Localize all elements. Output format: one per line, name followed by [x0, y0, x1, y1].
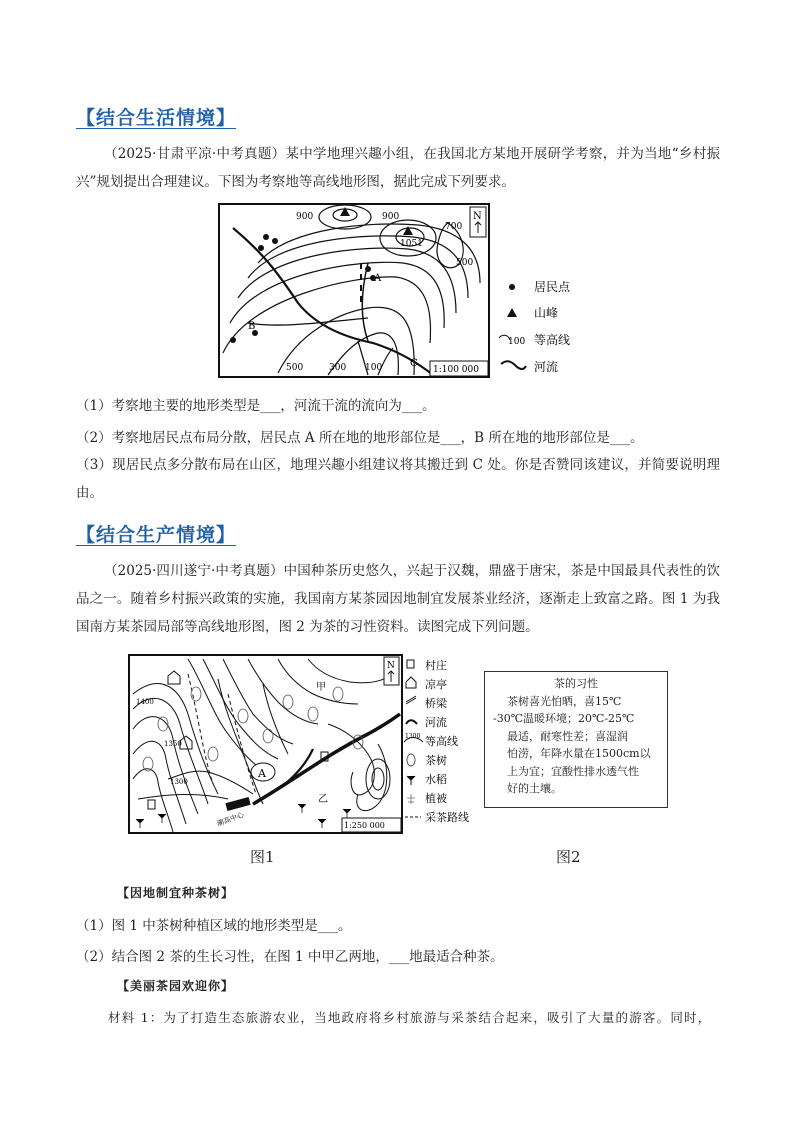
question-intro-2: （2025·四川遂宁·中考真题）中国种茶历史悠久，兴起于汉魏，鼎盛于唐宋，茶是中国最具代表性的饮品之一。随着乡村振兴政策的实施，我国南方某茶园因地制宜发展茶业经济，逐渐走上致富之路。图 1 为我国南方某茶园局部等高线地形图，图 2 为茶的习性资料。读图完成下列问题。 [76, 563, 720, 635]
question-intro-1: （2025·甘肃平凉·中考真题）某中学地理兴趣小组，在我国北方某地开展研学考察，并为当地“乡村振兴”规划提出合理建议。下图为考察地等高线地形图，据此完成下列要求。 [76, 146, 720, 190]
legend-label: 居民点 [534, 280, 571, 294]
contour-label: 1400 [136, 698, 154, 706]
contour-label: 300 [329, 363, 347, 373]
svg-text:凉亭: 凉亭 [425, 678, 447, 691]
map-legend-2 [403, 656, 483, 826]
legend-label: 等高线 [534, 333, 571, 347]
tea-habit-line: 最适，耐寒性差；喜湿润 [507, 729, 628, 743]
svg-text:茶树: 茶树 [425, 754, 447, 767]
svg-text:村庄: 村庄 [425, 659, 447, 672]
question-1-2: （2）考察地居民点布局分散，居民点 A 所在地的地形部位是___，B 所在地的地形部位是___。 [76, 430, 644, 446]
dot-icon [509, 284, 515, 290]
map-scale: 1:100 000 [433, 365, 479, 375]
svg-text:等高线: 等高线 [425, 735, 458, 748]
contour-map-2 [128, 654, 403, 834]
village-icon [407, 660, 414, 668]
material-1: 材料 1：为了打造生态旅游农业，当地政府将乡村旅游与采茶结合起来，吸引了大量的游客。同时， [108, 1010, 712, 1025]
question-1-3: （3）现居民点多分散布局在山区，地理兴趣小组建议将其搬迁到 C 处。你是否赞同该建议，并简要说明理由。 [76, 457, 720, 501]
question-2-1: （1）图 1 中茶树种植区域的地形类型是___。 [76, 918, 352, 934]
svg-text:桥梁: 桥梁 [425, 697, 447, 710]
point-c-label: C [410, 358, 418, 369]
contour-label: 500 [456, 258, 474, 268]
legend-value: 100 [508, 337, 526, 347]
legend-label: 河流 [534, 360, 559, 374]
svg-text:N: N [473, 211, 482, 222]
contour-label: 500 [286, 363, 304, 373]
svg-text:1300: 1300 [405, 733, 421, 740]
river-icon [501, 361, 526, 369]
tea-habit-line: 好的土壤。 [507, 782, 562, 795]
question-1-1: （1）考察地主要的地形类型是___，河流干流的流向为___。 [76, 398, 436, 414]
svg-text:采茶路线: 采茶路线 [425, 811, 469, 824]
river-icon [406, 720, 417, 724]
svg-text:河流: 河流 [425, 716, 447, 729]
point-a-label: A [258, 767, 266, 780]
section-heading-production: 【结合生产情境】 [76, 524, 237, 546]
svg-text:植被: 植被 [425, 792, 447, 805]
point-b-label: B [248, 321, 256, 332]
triangle-icon [507, 308, 517, 317]
contour-label: 1350 [164, 740, 182, 748]
contour-label: 900 [296, 212, 314, 222]
tea-habit-line: 茶树喜光怕晒，喜15℃ [507, 694, 622, 708]
tea-habit-line: -30℃温暖环境；20℃-25℃ [493, 712, 635, 725]
tea-tree-icon [407, 754, 415, 766]
point-a-label: A [374, 273, 382, 284]
north-arrow-icon [384, 657, 399, 685]
road-label: 潮高中心 [215, 810, 245, 828]
contour-label: 100 [365, 363, 383, 373]
rice-icon [407, 776, 415, 785]
section-heading-life: 【结合生活情境】 [76, 107, 237, 129]
contour-map-1 [218, 203, 490, 378]
tea-habit-title: 茶的习性 [554, 677, 598, 690]
subheading-1: 【因地制宜种茶树】 [117, 886, 235, 900]
tea-habit-box [484, 671, 668, 808]
map-legend-1 [496, 276, 596, 376]
figure-2-caption: 图2 [556, 848, 581, 866]
contour-label: 700 [445, 222, 463, 232]
north-arrow-icon [470, 207, 486, 237]
pavilion-icon [406, 677, 416, 688]
contour-label: 1300 [170, 778, 188, 786]
svg-text:水稻: 水稻 [425, 773, 447, 786]
contour-label: 900 [382, 212, 400, 222]
subheading-2: 【美丽茶园欢迎你】 [117, 979, 235, 993]
peak-elevation: 1051 [400, 239, 423, 249]
question-2-2: （2）结合图 2 茶的生长习性，在图 1 中甲乙两地，___地最适合种茶。 [76, 949, 504, 965]
vegetation-icon [407, 794, 415, 804]
svg-text:N: N [387, 661, 395, 671]
tea-habit-line: 上为宜；宜酸性排水透气性 [507, 764, 639, 778]
legend-label: 山峰 [534, 306, 559, 320]
point-jia-label: 甲 [316, 682, 326, 693]
figure-1-caption: 图1 [250, 848, 275, 866]
bridge-icon [406, 696, 416, 704]
point-yi-label: 乙 [318, 794, 328, 805]
tea-habit-line: 怕涝，年降水量在1500cm以 [507, 747, 651, 760]
map-scale: 1:250 000 [344, 821, 385, 830]
